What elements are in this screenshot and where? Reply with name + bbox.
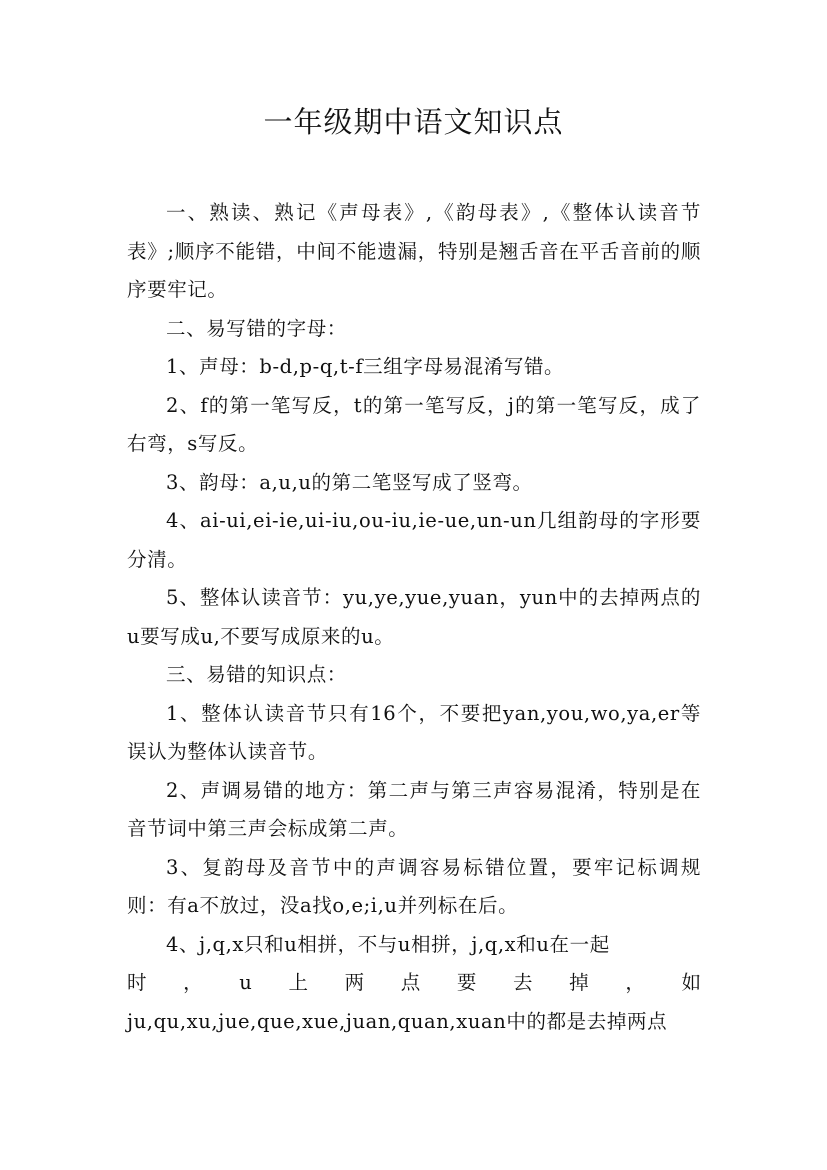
spread-word: ， (183, 971, 203, 994)
section-heading-2: 二、易写错的字母： (166, 316, 347, 340)
paragraph-3-1: 1、整体认读音节只有16个，不要把yan,you,wo,ya,er等误认为整体认读音节。 (127, 701, 701, 763)
paragraph-1: 一、熟读、熟记《声母表》,《韵母表》,《整体认读音节表》;顺序不能错，中间不能遗漏，特别是翘舌音在平舌音前的顺序要牢记。 (127, 201, 701, 301)
document-title: 一年级期中语文知识点 (263, 105, 564, 139)
spread-word: 去 (513, 971, 533, 994)
paragraph-2-1: 1、声母：b-d,p-q,t-f三组字母易混淆写错。 (166, 355, 565, 378)
section-heading-3: 三、易错的知识点： (166, 663, 347, 686)
paragraph-3-3: 3、复韵母及音节中的声调容易标错位置，要牢记标调规则：有a不放过，没a找o,e;i,u并列标在后。 (127, 855, 701, 917)
spread-word: 两 (344, 971, 365, 994)
spread-word: 上 (288, 971, 308, 994)
paragraph-3-4-line-3: ju,qu,xu,jue,que,xue,juan,quan,xuan中的都是去掉两点 (127, 1009, 668, 1033)
paragraph-2-4: 4、ai-ui,ei-ie,ui-iu,ou-iu,ie-ue,un-un几组韵母的字形要分清。 (127, 509, 701, 571)
spread-word: ， (625, 971, 645, 994)
paragraph-2-3: 3、韵母：a,u,u的第二笔竖写成了竖弯。 (166, 470, 533, 494)
spread-word: 如 (681, 971, 701, 994)
spread-word: 要 (456, 971, 477, 994)
paragraph-2-2: 2、f的第一笔写反，t的第一笔写反，j的第一笔写反，成了右弯，s写反。 (127, 393, 701, 455)
spread-word: 时 (127, 971, 147, 994)
document-body (127, 194, 701, 1041)
spread-word: 掉 (569, 971, 589, 994)
spread-word: 点 (400, 971, 421, 994)
paragraph-3-4-line-1: 4、j,q,x只和u相拼，不与u相拼，j,q,x和u在一起 (166, 932, 610, 956)
paragraph-2-5: 5、整体认读音节：yu,ye,yue,yuan，yun中的去掉两点的u要写成u,不要写成原来的u。 (127, 586, 701, 648)
paragraph-3-2: 2、声调易错的地方：第二声与第三声容易混淆，特别是在音节词中第三声会标成第二声。 (127, 778, 701, 840)
spread-word: u (239, 971, 252, 994)
paragraph-3-4-line-2 (127, 964, 701, 1003)
paragraph-3-4 (127, 926, 701, 1042)
